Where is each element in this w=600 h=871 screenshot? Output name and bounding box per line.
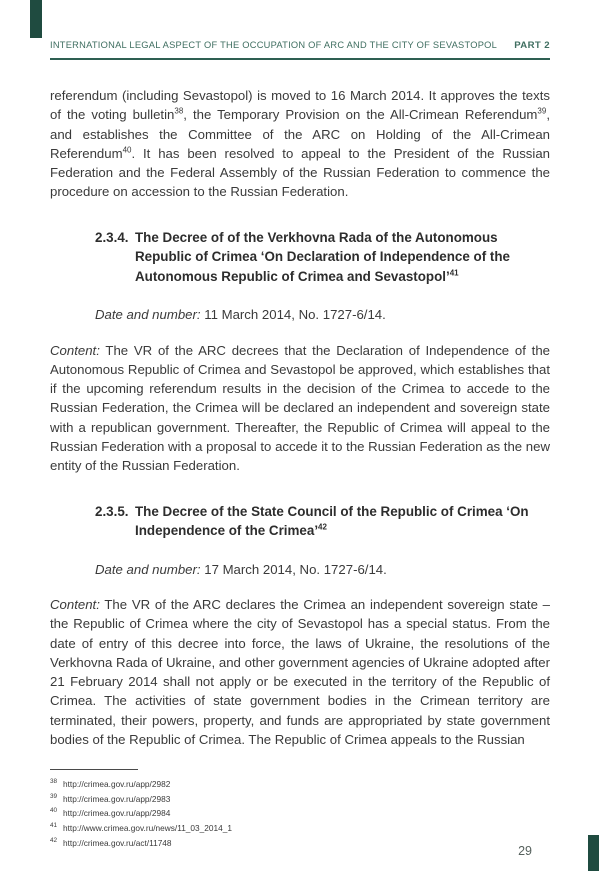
footnote-item [50, 835, 550, 850]
section-title: The Decree of of the Verkhovna Rada of the Autonomous Republic of Crimea ‘On Declaration of Independence of the Autonomous Republic of Crimea and Sevastopol’$^{41}$ [135, 229, 510, 284]
footnote-number: 42 [50, 836, 58, 844]
footnote-url: http://crimea.gov.ru/app/2983 [63, 793, 171, 804]
section-number: 2.3.5. [95, 503, 129, 519]
footnote-item [50, 820, 550, 835]
date-line-2-3-4: Date and number: 11 March 2014, No. 1727-6/14. [95, 307, 386, 323]
footnote-item [50, 791, 550, 806]
page-header [0, 0, 600, 60]
section-heading-2-3-5 [95, 502, 550, 541]
footnote-url: http://crimea.gov.ru/act/11748 [63, 837, 172, 848]
footnote-item [50, 776, 550, 791]
page-body [0, 60, 600, 849]
footnote-number: 39 [50, 792, 58, 800]
running-header [50, 40, 550, 51]
footnote-number: 40 [50, 807, 58, 815]
section-title: The Decree of the State Council of the Republic of Crimea ‘On Independence of the Crimea’$^{42}$ [135, 503, 529, 539]
footnote-url: http://www.crimea.gov.ru/news/11_03_2014_1 [63, 822, 232, 833]
part-label: PART 2 [514, 40, 550, 51]
footnote-url: http://crimea.gov.ru/app/2984 [63, 808, 171, 819]
content-paragraph-2-3-4: Content: The VR of the ARC decrees that the Declaration of Independence of the Autonomous Republic of Crimea and Sevastopol be approved, which establishes that if the upcoming referendum results in the decision of the Crimea to accede to the Russian Federation, the Crimea will be declared an independent and sovereign state with a republican government. Thereafter, the Republic of Crimea will appeal to the Russian Federation with a proposal to accede it to the Russian Federation as the new entity of the Russian Federation. [50, 342, 550, 474]
section-heading-2-3-4 [95, 228, 550, 287]
page-number: 29 [518, 844, 532, 858]
footnote-item [50, 805, 550, 820]
footnotes [50, 769, 550, 849]
section-number: 2.3.4. [95, 229, 129, 245]
paragraph-referendum: referendum (including Sevastopol) is moved to 16 March 2014. It approves the texts of the voting bulletin$^{38}$, the Temporary Provision on the All-Crimean Referendum$^{39}$, and establishes the Committee of the ARC on Holding of the All-Crimean Referendum$^{40}$. It has been resolved to appeal to the President of the Russian Federation and the Federal Assembly of the Russian Federation to commence the procedure on accession to the Russian Federation. [50, 88, 550, 200]
content-paragraph-2-3-5: Content: The VR of the ARC declares the Crimea an independent sovereign state – the Republic of Crimea where the city of Sevastopol has a special status. From the date of entry of this decree into force, the laws of Ukraine, the resolutions of the Verkhovna Rada of Ukraine, and other government agencies of Ukraine adopted after 21 February 2014 shall not apply or be executed in the territory of the Republic of Crimea. The activities of state government bodies in the Crimean territory are terminated, their powers, property, and funds are appropriated by state government bodies of the Republic of Crimea. The Republic of Crimea appeals to the Russian [50, 596, 550, 748]
footnote-separator [50, 769, 138, 770]
footnote-number: 38 [50, 778, 58, 786]
date-line-2-3-5: Date and number: 17 March 2014, No. 1727-6/14. [95, 561, 387, 577]
bottom-accent-bar [588, 835, 599, 871]
footnote-url: http://crimea.gov.ru/app/2982 [63, 779, 171, 790]
running-header-title: INTERNATIONAL LEGAL ASPECT OF THE OCCUPATION OF ARC AND THE CITY OF SEVASTOPOL [50, 40, 498, 50]
footnote-number: 41 [50, 822, 58, 830]
top-accent-bar [30, 0, 42, 38]
